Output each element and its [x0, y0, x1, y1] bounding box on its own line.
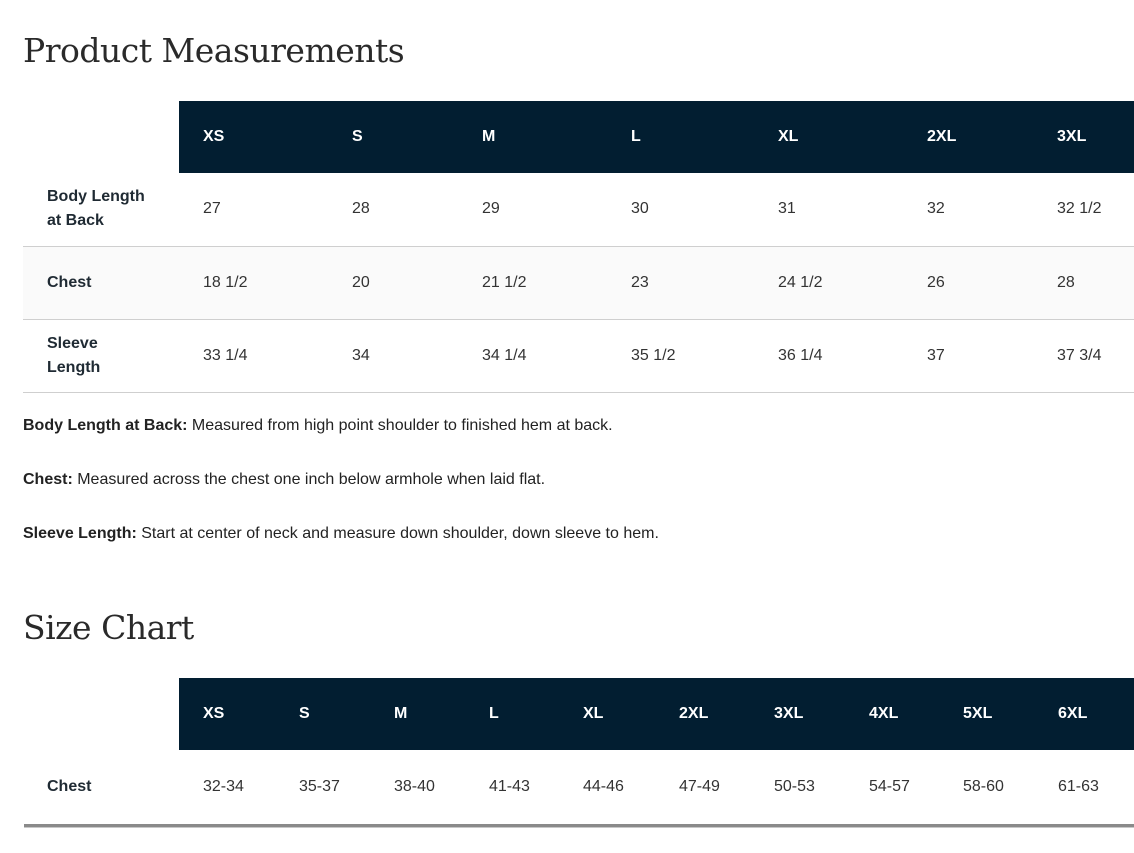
measurement-notes: [23, 416, 1134, 578]
horizontal-scrollbar[interactable]: [24, 824, 1134, 828]
row-label-line: Body Length: [47, 188, 145, 206]
table-cell: 34 1/4: [482, 346, 527, 364]
size-header: L: [607, 101, 754, 173]
note-paragraph: [23, 524, 1134, 544]
size-chart-header-row: [23, 678, 1134, 750]
table-row: [23, 246, 1134, 319]
row-label-line: Length: [47, 358, 101, 376]
size-header: 4XL: [845, 678, 939, 750]
table-cell: 28: [352, 200, 370, 218]
table-cell: 54-57: [869, 777, 910, 795]
row-label-line: Sleeve: [47, 334, 98, 352]
size-header: L: [465, 678, 559, 750]
table-cell: 35-37: [299, 777, 340, 795]
table-cell: 41-43: [489, 777, 530, 795]
table-cell: 44-46: [583, 777, 624, 795]
size-header: 3XL: [1033, 101, 1134, 173]
table-cell: 29: [482, 200, 500, 218]
row-label-body-length: [23, 173, 179, 246]
row-label-line: at Back: [47, 212, 104, 230]
size-header: 5XL: [939, 678, 1034, 750]
row-label-line: Chest: [47, 273, 92, 291]
size-header: 6XL: [1034, 678, 1134, 750]
table-row: [23, 319, 1134, 392]
header-corner-cell: [23, 101, 179, 173]
size-header: 2XL: [655, 678, 750, 750]
size-header: XS: [179, 101, 328, 173]
table-cell: 32-34: [203, 777, 244, 795]
size-header: S: [328, 101, 458, 173]
table-cell: 34: [352, 346, 370, 364]
table-cell: 37: [927, 346, 945, 364]
table-cell: 32 1/2: [1057, 200, 1102, 218]
table-cell: 21 1/2: [482, 273, 527, 291]
table-cell: 26: [927, 273, 945, 291]
table-cell: 30: [631, 200, 649, 218]
table-cell: 50-53: [774, 777, 815, 795]
note-paragraph: [23, 470, 1134, 490]
table-cell: 35 1/2: [631, 346, 676, 364]
table-cell: 33 1/4: [203, 346, 248, 364]
note-text: Measured from high point shoulder to finished hem at back.: [187, 417, 613, 434]
size-header: 3XL: [750, 678, 845, 750]
note-paragraph: [23, 416, 1134, 436]
table-cell: 31: [778, 200, 796, 218]
table-cell: 27: [203, 200, 221, 218]
size-header: XL: [754, 101, 903, 173]
table-cell: 32: [927, 200, 945, 218]
product-measurements-title: Product Measurements: [23, 31, 405, 70]
table-cell: 18 1/2: [203, 273, 248, 291]
table-cell: 20: [352, 273, 370, 291]
size-header: XL: [559, 678, 655, 750]
measurements-header-row: [23, 101, 1134, 173]
product-measurements-table: [23, 101, 1134, 393]
header-corner-cell: [23, 678, 179, 750]
table-cell: 61-63: [1058, 777, 1099, 795]
table-cell: 28: [1057, 273, 1075, 291]
table-row: [23, 750, 1134, 823]
size-header: 2XL: [903, 101, 1033, 173]
table-cell: 38-40: [394, 777, 435, 795]
size-chart-table: [23, 678, 1134, 823]
table-cell: 37 3/4: [1057, 346, 1102, 364]
note-text: Start at center of neck and measure down shoulder, down sleeve to hem.: [136, 525, 659, 542]
table-cell: 24 1/2: [778, 273, 823, 291]
size-header: XS: [179, 678, 275, 750]
size-header: S: [275, 678, 370, 750]
table-cell: 36 1/4: [778, 346, 823, 364]
size-header: M: [458, 101, 607, 173]
table-cell: 47-49: [679, 777, 720, 795]
note-term: Chest:: [23, 471, 73, 488]
table-row: [23, 173, 1134, 246]
note-term: Body Length at Back:: [23, 417, 188, 434]
table-cell: 23: [631, 273, 649, 291]
size-chart-title: Size Chart: [23, 608, 194, 647]
table-cell: 58-60: [963, 777, 1004, 795]
note-term: Sleeve Length:: [23, 525, 137, 542]
size-header: M: [370, 678, 465, 750]
note-text: Measured across the chest one inch below armhole when laid flat.: [72, 471, 546, 488]
row-label-chest: [23, 246, 179, 319]
row-label-chest: Chest: [47, 777, 92, 795]
row-label-sleeve-length: [23, 319, 179, 392]
